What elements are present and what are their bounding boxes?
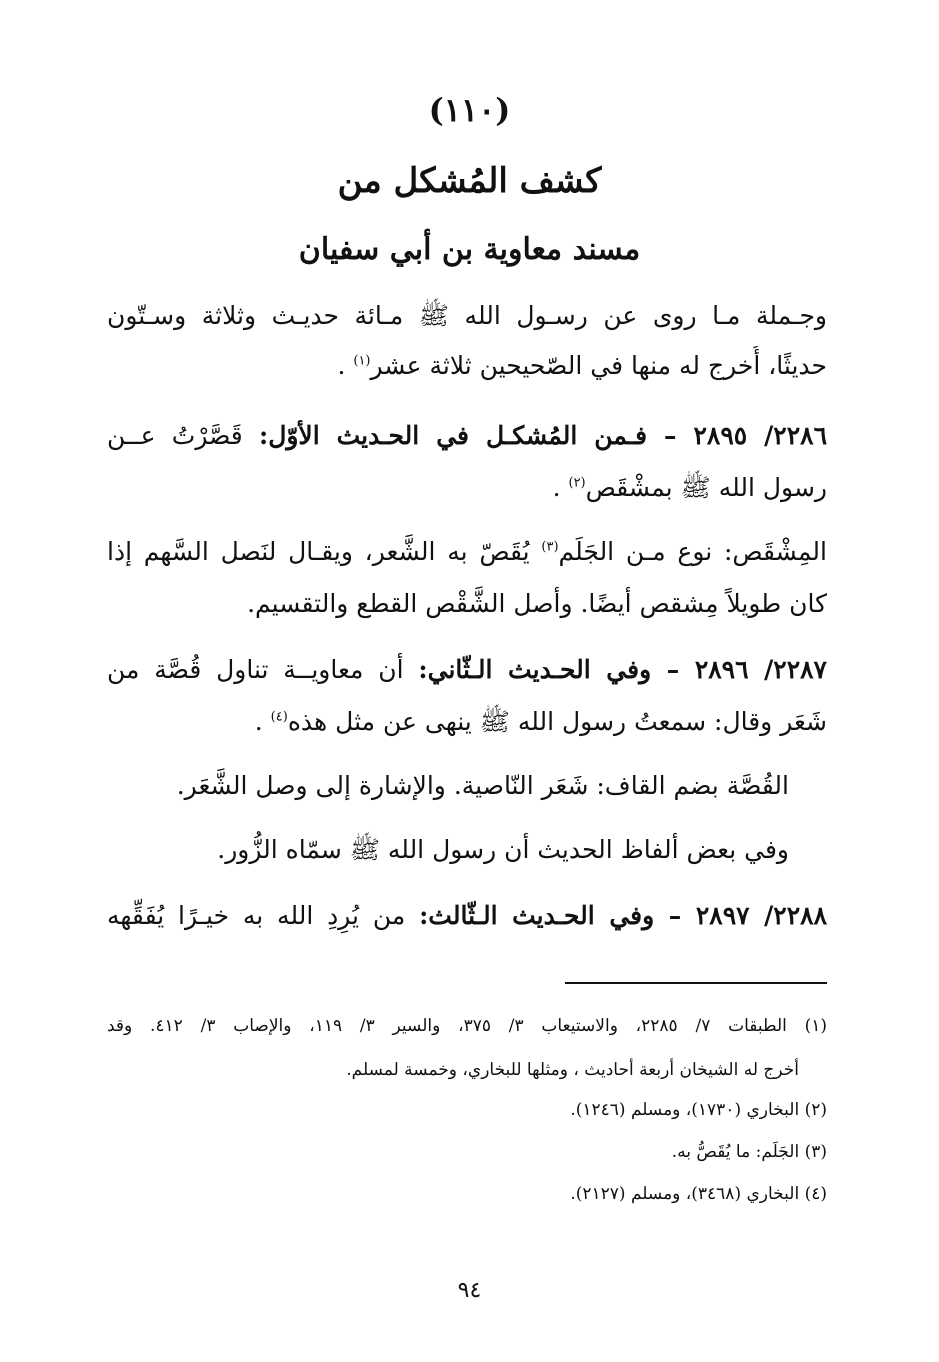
footnote-ref-1: (١) [353, 353, 371, 369]
chapter-subtitle: مسند معاوية بن أبي سفيان [298, 232, 641, 267]
intro-line-1: وجـملة مـا روى عن رسـول الله ﷺ مـائة حديـث وثلاثة وسـتّون [107, 301, 827, 330]
hadith-1-text-2: رسول الله ﷺ بمشْقَص [585, 473, 827, 502]
intro-line-2-text: حديثًا، أُخرج له منها في الصّحيحين ثلاثة عشر [370, 351, 827, 380]
hadith-1-text-1: قَصَّرْتُ عــن [107, 421, 259, 450]
explanation-1-part-b: يُقَصّ به الشَّعر، ويقـال لنَصل السَّهم إذا [107, 537, 542, 566]
hadith-1-heading: ٢٢٨٦/ ٢٨٩٥ – فـمن المُشكـل في الحـديث الأوّل: [258, 421, 827, 450]
hadith-1-line-1 [107, 416, 827, 456]
hadith-1-line-2 [107, 468, 827, 508]
chapter-title: كشف المُشكل من [337, 161, 602, 201]
footnote-3: (٣) الجَلَم: ما يُقَصُّ به. [671, 1142, 827, 1162]
hadith-3-text-1: من يُرِدِ الله به خيـرًا يُفَقِّهه [107, 901, 420, 930]
hadith-2-heading: ٢٢٨٧/ ٢٨٩٦ – وفي الحـديث الـثّاني: [418, 655, 827, 684]
footnote-1-line-1: (١) الطبقات ٧/ ٢٢٨٥، والاستيعاب ٣/ ٣٧٥، والسير ٣/ ١١٩، والإصاب ٣/ ٤١٢. وقد [107, 1016, 827, 1036]
page-number: ٩٤ [457, 1278, 482, 1303]
hadith-3-heading: ٢٢٨٨/ ٢٨٩٧ – وفي الحـديث الـثّالث: [419, 901, 827, 930]
intro-line-2 [107, 346, 827, 386]
footnote-1-line-2: أخرج له الشيخان أربعة أحاديث ، ومثلها للبخاري، وخمسة لمسلم. [346, 1060, 799, 1080]
hadith-2-text-2: شَعَر وقال: سمعتُ رسول الله ﷺ ينهى عن مثل هذه [287, 707, 827, 736]
hadith-2-line-1 [107, 650, 827, 690]
footnote-ref-4: (٤) [270, 709, 288, 725]
footnote-ref-3: (٣) [541, 539, 559, 555]
explanation-1-part-a: المِشْقَص: نوع مـن الجَلَم [558, 537, 827, 566]
explanation-2-line-2: وفي بعض ألفاظ الحديث أن رسول الله ﷺ سمّاه الزُّور. [217, 835, 789, 864]
hadith-2-line-2 [107, 702, 827, 742]
hadith-2-text-1: أن معاويــة تناول قُصَّة من [107, 655, 419, 684]
intro-line-2-end: . [337, 351, 354, 380]
footnote-2: (٢) البخاري (١٧٣٠)، ومسلم (١٢٤٦). [570, 1100, 827, 1120]
hadith-2-line-2-end: . [254, 707, 271, 736]
explanation-1-line-1 [107, 532, 827, 572]
explanation-1-line-2: كان طويلاً مِشقص أيضًا. وأصل الشَّقْص القطع والتقسيم. [247, 589, 827, 618]
footnote-ref-2: (٢) [568, 475, 586, 491]
footnote-separator [565, 982, 827, 984]
footnote-4: (٤) البخاري (٣٤٦٨)، ومسلم (٢١٢٧). [570, 1184, 827, 1204]
hadith-3-line-1 [107, 896, 827, 936]
explanation-2-line-1: القُصَّة بضم القاف: شَعَر النّاصية. والإشارة إلى وصل الشَّعَر. [176, 771, 789, 800]
chapter-number: (١١٠) [428, 91, 511, 129]
hadith-1-line-2-end: . [552, 473, 569, 502]
